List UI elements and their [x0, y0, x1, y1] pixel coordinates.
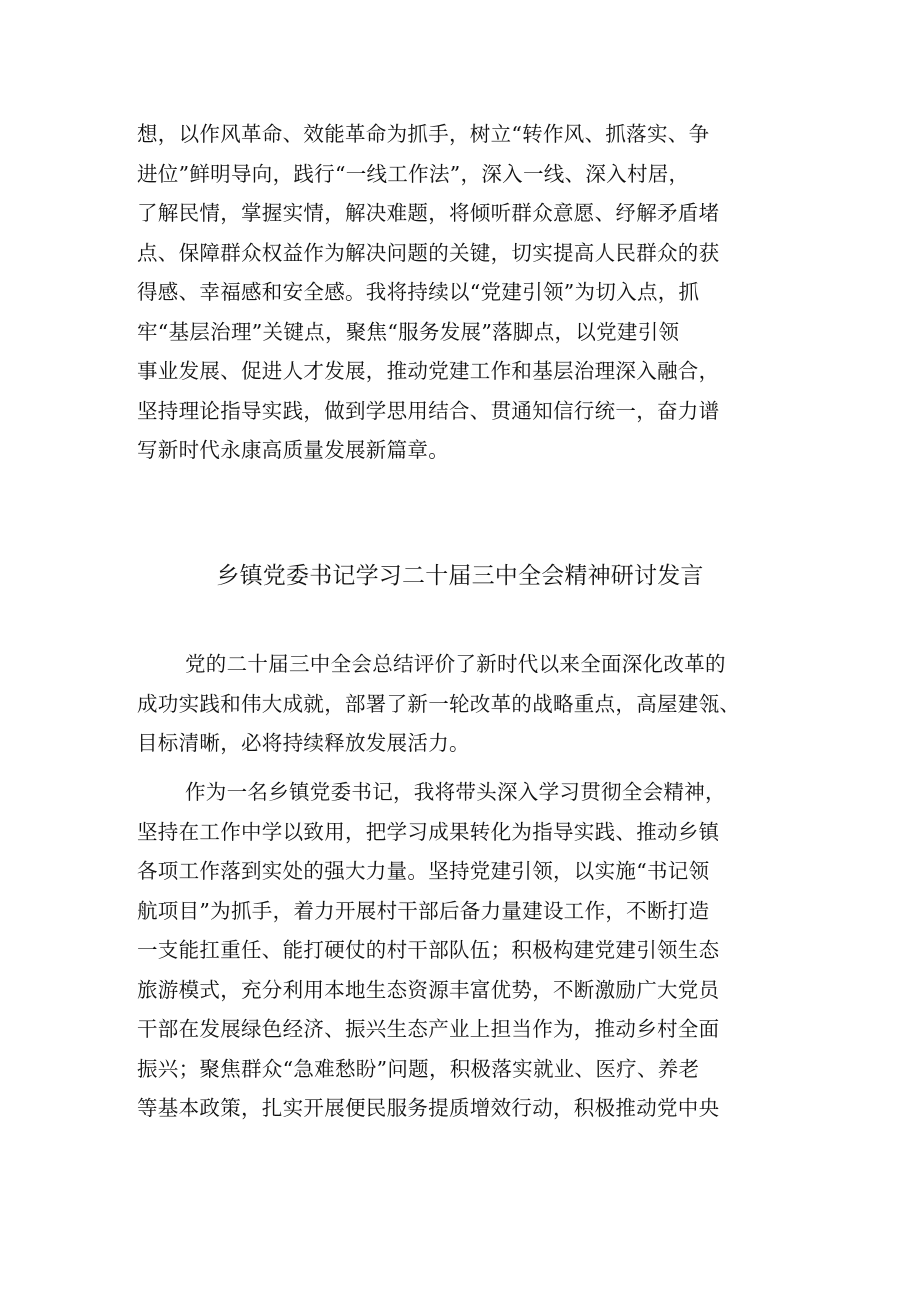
paragraph-line: 点、保障群众权益作为解决问题的关键，切实提高人民群众的获	[137, 240, 720, 265]
paragraph-line: 各项工作落到实处的强大力量。坚持党建引领，以实施“书记领	[137, 859, 710, 883]
paragraph-line: 想，以作风革命、效能革命为抓手，树立“转作风、抓落实、争	[137, 122, 710, 146]
paragraph-line: 目标清晰，必将持续释放发展活力。	[137, 731, 470, 755]
paragraph-line: 事业发展、促进人才发展，推动党建工作和基层治理深入融合，	[137, 359, 720, 383]
paragraph-line: 作为一名乡镇党委书记，我将带头深入学习贯彻全会精神，	[185, 780, 726, 804]
paragraph-line: 旅游模式，充分利用本地生态资源丰富优势，不断激励广大党员	[137, 977, 720, 1002]
paragraph-line: 得感、幸福感和安全感。我将持续以“党建引领”为切入点，抓	[137, 280, 700, 304]
paragraph-line: 进位”鲜明导向，践行“一线工作法”，深入一线、深入村居，	[137, 161, 690, 186]
paragraph-line: 写新时代永康高质量发展新篇章。	[137, 438, 449, 462]
paragraph-line: 振兴；聚焦群众“急难愁盼”问题，积极落实就业、医疗、养老	[137, 1056, 700, 1081]
paragraph-line: 等基本政策，扎实开展便民服务提质增效行动，积极推动党中央	[137, 1096, 720, 1120]
paragraph-line: 航项目”为抓手，着力开展村干部后备力量建设工作，不断打造	[137, 898, 710, 923]
article-paragraph-2	[137, 773, 787, 1129]
article-title: 乡镇党委书记学习二十届三中全会精神研讨发言	[216, 563, 704, 589]
article-paragraph-1	[137, 645, 787, 764]
paragraph-line: 了解民情，掌握实情，解决难题，将倾听群众意愿、纾解矛盾堵	[137, 201, 720, 225]
continued-paragraph	[137, 115, 787, 471]
paragraph-line: 牢“基层治理”关键点，聚焦“服务发展”落脚点，以党建引领	[137, 319, 680, 344]
paragraph-line: 成功实践和伟大成就，部署了新一轮改革的战略重点，高屋建瓴、	[137, 691, 741, 716]
paragraph-line: 一支能扛重任、能打硬仗的村干部队伍；积极构建党建引领生态	[137, 938, 720, 962]
paragraph-line: 干部在发展绿色经济、振兴生态产业上担当作为，推动乡村全面	[137, 1017, 720, 1041]
paragraph-line: 坚持在工作中学以致用，把学习成果转化为指导实践、推动乡镇	[137, 819, 720, 844]
paragraph-line: 党的二十届三中全会总结评价了新时代以来全面深化改革的	[185, 652, 726, 676]
paragraph-line: 坚持理论指导实践，做到学思用结合、贯通知信行统一，奋力谱	[137, 398, 720, 423]
